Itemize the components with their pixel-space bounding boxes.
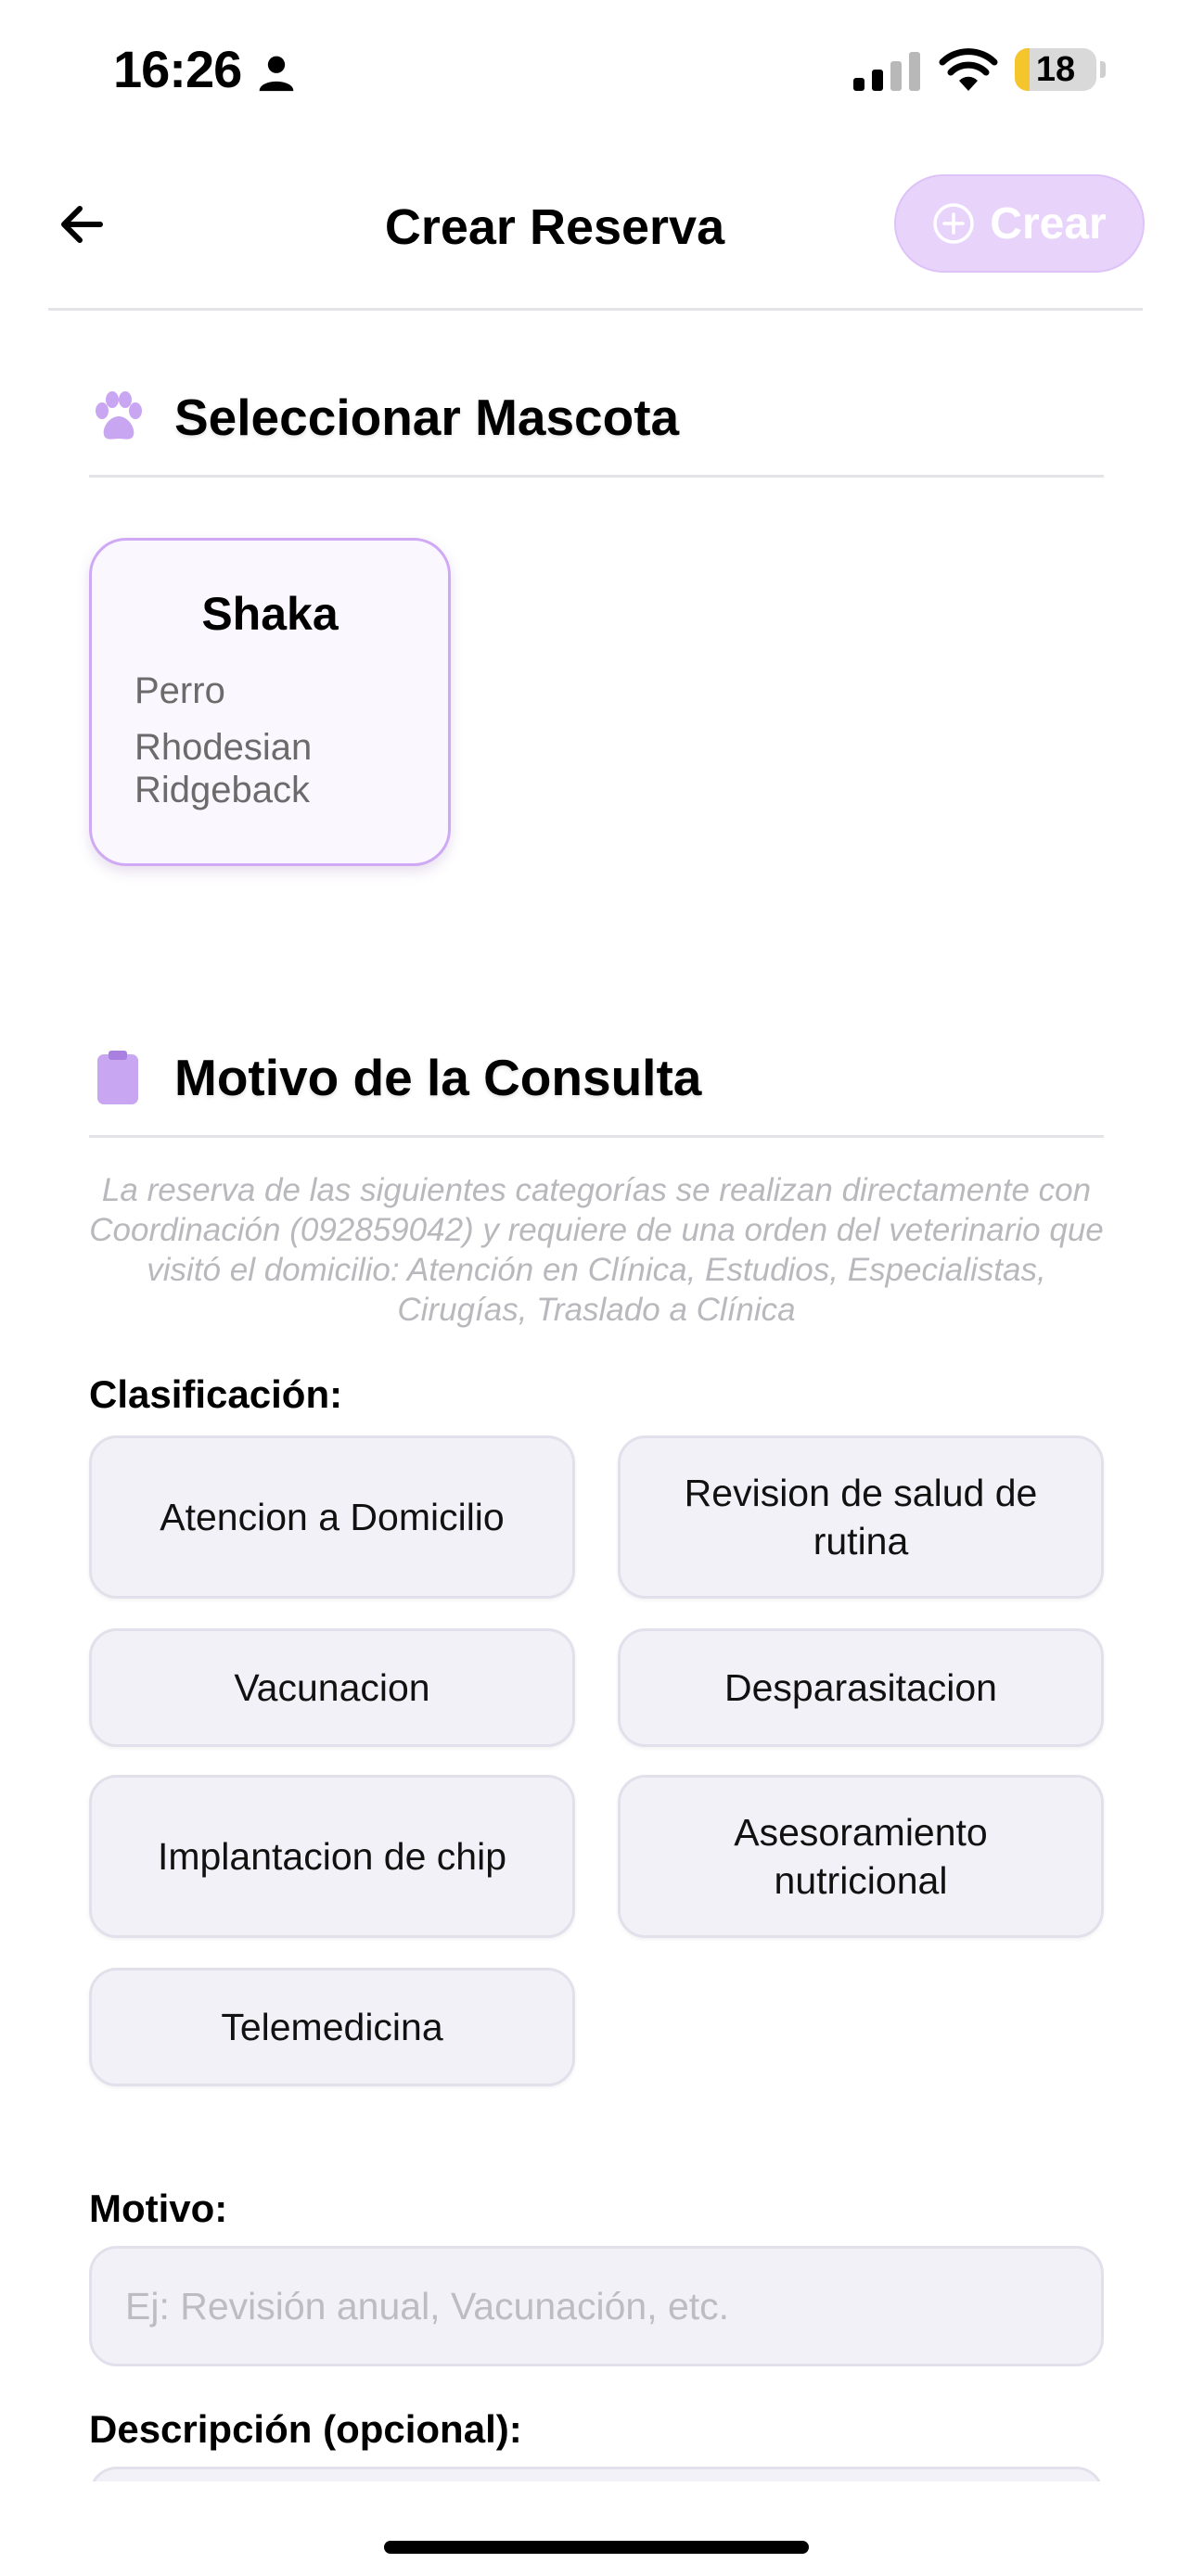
category-chip-home-care[interactable]: Atencion a Domicilio: [89, 1435, 575, 1599]
battery-cap: [1100, 61, 1106, 78]
clipboard-icon: [89, 1049, 147, 1106]
battery-indicator: [1015, 48, 1096, 91]
reason-section-divider: [89, 1135, 1104, 1138]
status-time: 16:26: [113, 40, 242, 98]
pet-breed: Rhodesian Ridgeback: [134, 727, 313, 810]
person-icon: [256, 52, 297, 93]
cellular-signal-icon: [853, 52, 922, 91]
booking-notice: La reserva de las siguientes categorías se realizan directamente con Coordinación (092859042) y requiere de una orden del veterinario que visitó el domicilio: Atención en Clínica, Estudios, Especialistas, Cirugías, Traslado a Clínica: [89, 1172, 1104, 1328]
reason-section-header: [89, 1040, 1104, 1115]
description-label: Descripción (opcional):: [89, 2407, 522, 2451]
category-chip-vaccination[interactable]: Vacunacion: [89, 1628, 575, 1747]
pet-species: Perro: [134, 670, 225, 711]
pet-name: Shaka: [201, 588, 339, 640]
add-circle-icon: [932, 202, 975, 245]
header-divider: [48, 308, 1143, 311]
reason-input[interactable]: [89, 2246, 1104, 2366]
category-chip-deworming[interactable]: Desparasitacion: [618, 1628, 1104, 1747]
header: [0, 167, 1191, 306]
category-chip-telemedicine[interactable]: Telemedicina: [89, 1968, 575, 2086]
paw-icon: [89, 389, 147, 446]
battery-level: 18: [1035, 49, 1076, 89]
pet-card-selected[interactable]: [89, 538, 451, 866]
bottom-safe-area: [0, 2481, 1191, 2576]
page-title: Crear Reserva: [384, 199, 725, 255]
pet-section-header: [89, 380, 1104, 454]
wifi-icon: [939, 48, 998, 93]
category-chip-routine-checkup[interactable]: Revision de salud de rutina: [618, 1435, 1104, 1599]
create-button-label: Crear: [990, 198, 1107, 249]
create-button[interactable]: [894, 174, 1145, 273]
reason-section-title: Motivo de la Consulta: [174, 1049, 702, 1106]
home-indicator: [384, 2541, 809, 2554]
classification-label: Clasificación:: [89, 1372, 343, 1416]
reason-label: Motivo:: [89, 2187, 228, 2230]
status-bar: [0, 0, 1191, 139]
pet-section-divider: [89, 475, 1104, 478]
pet-section-title: Seleccionar Mascota: [174, 389, 680, 446]
category-chip-nutrition-advice[interactable]: Asesoramiento nutricional: [618, 1775, 1104, 1938]
category-chip-microchip[interactable]: Implantacion de chip: [89, 1775, 575, 1938]
